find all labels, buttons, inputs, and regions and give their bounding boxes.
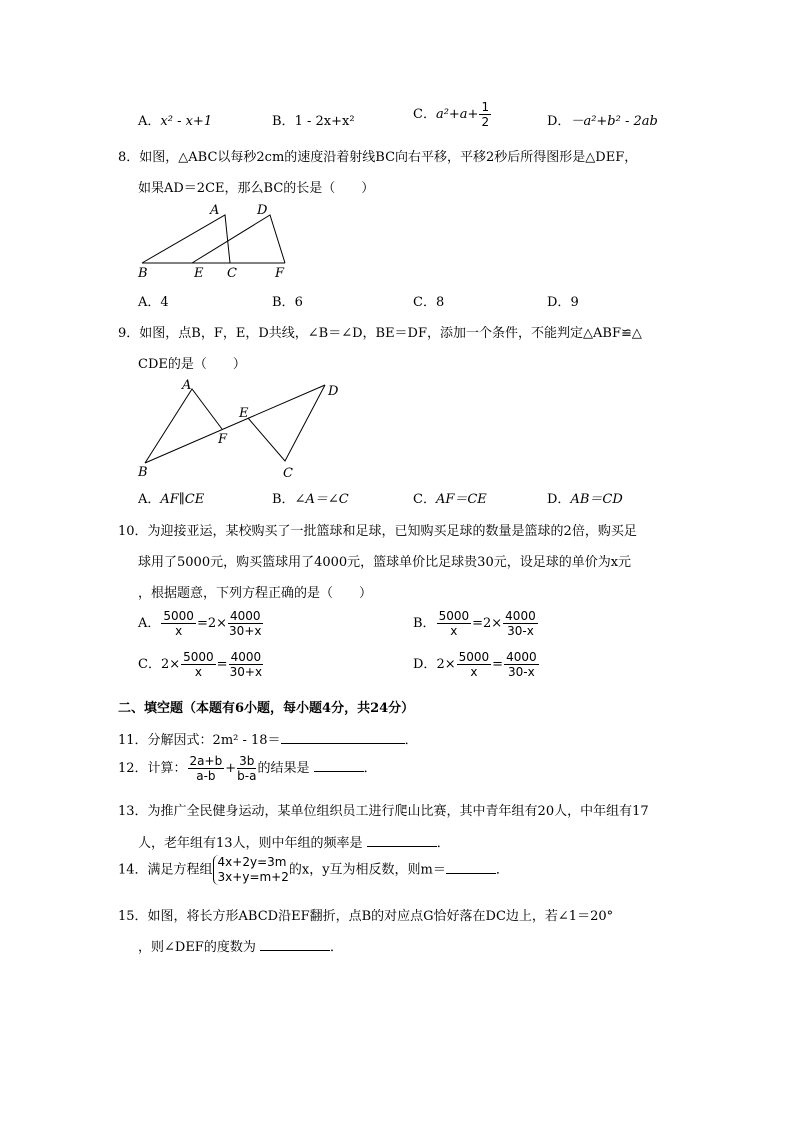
q10-option-a[interactable]: A． $\frac{5000}{x}$ =2× $\frac{4000}{30+x}$	[138, 609, 262, 638]
q8-option-d[interactable]: D．9	[547, 295, 579, 310]
q7-option-b[interactable]: B．1 - 2x+x²	[272, 114, 355, 129]
section-heading: 二、填空题（本题有6小题，每小题4分，共24分）	[118, 701, 415, 716]
q9-label-b: B	[138, 465, 148, 480]
q9-option-b[interactable]: B．∠A＝∠C	[272, 492, 349, 507]
equation-system: 4x+2y=3m 3x+y=m+2	[213, 855, 289, 885]
q10-stem-line3: ，根据题意，下列方程正确的是（ ）	[138, 586, 373, 601]
q8-stem-line1: 8．如图，△ABC以每秒2cm的速度沿着射线BC向右平移，平移2秒后所得图形是△DEF，	[118, 150, 638, 165]
q9-label-e: E	[239, 406, 249, 421]
q9-label-a: A	[182, 378, 192, 393]
q15-stem-line1: 15．如图，将长方形ABCD沿EF翻折，点B的对应点G恰好落在DC边上，若∠1＝20°	[118, 909, 614, 924]
q10-stem-line1: 10．为迎接亚运，某校购买了一批篮球和足球，已知购买足球的数量是篮球的2倍，购买足	[118, 524, 637, 539]
q7-option-d[interactable]: D．－a²+b² - 2ab	[547, 114, 658, 129]
q9-option-a[interactable]: A．AF∥CE	[138, 492, 205, 507]
q13-stem-line2: 人，老年组有13人，则中年组的频率是 ．	[138, 836, 450, 851]
q8-option-a[interactable]: A．4	[138, 295, 169, 310]
answer-blank[interactable]	[367, 834, 437, 847]
q10-option-c[interactable]: C．2× $\frac{5000}{x}$ = $\frac{4000}{30+x}$	[138, 650, 263, 679]
q8-figure	[130, 200, 300, 280]
q9-option-d[interactable]: D．AB＝CD	[547, 492, 623, 507]
q9-option-c[interactable]: C．AF＝CE	[413, 492, 487, 507]
fraction: $\frac{1}{2}$	[481, 100, 490, 129]
fraction: $\frac{3b}{b-a}$	[237, 754, 257, 783]
fraction: $\frac{4000}{30+x}$	[229, 650, 263, 679]
q9-label-c: C	[283, 466, 293, 480]
q8-label-e: E	[194, 266, 204, 280]
fraction: $\frac{5000}{x}$	[438, 609, 470, 638]
answer-blank[interactable]	[446, 861, 496, 874]
q10-option-d[interactable]: D．2× $\frac{5000}{x}$ = $\frac{4000}{30-x}$	[413, 650, 537, 679]
q8-label-b: B	[138, 266, 148, 280]
fraction: $\frac{4000}{30+x}$	[229, 609, 262, 638]
q9-label-d: D	[328, 384, 339, 399]
q13-stem-line1: 13．为推广全民健身运动，某单位组织员工进行爬山比赛，其中青年组有20人，中年组有17	[118, 804, 649, 819]
q12: 12．计算： $\frac{2a+b}{a-b}$ + $\frac{3b}{b-a}$ 的结果是 ．	[118, 754, 377, 783]
q8-option-b[interactable]: B．6	[272, 295, 303, 310]
q10-option-b[interactable]: B． $\frac{5000}{x}$ =2× $\frac{4000}{30-x}$	[413, 609, 536, 638]
fraction: $\frac{4000}{30-x}$	[506, 650, 537, 679]
fraction: $\frac{4000}{30-x}$	[505, 609, 536, 638]
answer-blank[interactable]	[281, 731, 405, 744]
fraction: $\frac{5000}{x}$	[163, 609, 194, 638]
q7-option-a[interactable]: A．x² - x+1	[138, 114, 213, 129]
answer-blank[interactable]	[314, 759, 364, 772]
q9-figure	[130, 375, 345, 480]
q8-label-d: D	[257, 203, 268, 218]
fraction: $\frac{2a+b}{a-b}$	[189, 754, 223, 783]
q7-option-c[interactable]: C．a²+a+ $\frac{1}{2}$	[413, 100, 490, 129]
q8-option-c[interactable]: C．8	[413, 295, 445, 310]
q8-label-c: C	[227, 266, 237, 280]
q8-stem-line2: 如果AD＝2CE，那么BC的长是（ ）	[138, 181, 375, 196]
answer-blank[interactable]	[260, 938, 330, 951]
q14: 14．满足方程组 4x+2y=3m 3x+y=m+2 的x，y互为相反数，则m＝ ．	[118, 855, 509, 884]
q11: 11．分解因式：2m² - 18＝ ．	[118, 733, 418, 748]
q9-label-f: F	[218, 432, 228, 447]
fraction: $\frac{5000}{x}$	[458, 650, 490, 679]
q8-label-f: F	[275, 266, 285, 280]
q10-stem-line2: 球用了5000元，购买篮球用了4000元，篮球单价比足球贵30元，设足球的单价为x元	[138, 555, 632, 570]
q8-label-a: A	[210, 203, 220, 218]
q9-stem-line2: CDE的是（ ）	[138, 357, 246, 372]
fraction: $\frac{5000}{x}$	[183, 650, 214, 679]
q15-stem-line2: ，则∠DEF的度数为 ．	[138, 940, 343, 955]
q9-stem-line1: 9．如图，点B，F，E，D共线，∠B＝∠D，BE＝DF，添加一个条件，不能判定△ABF≌△	[118, 326, 642, 341]
